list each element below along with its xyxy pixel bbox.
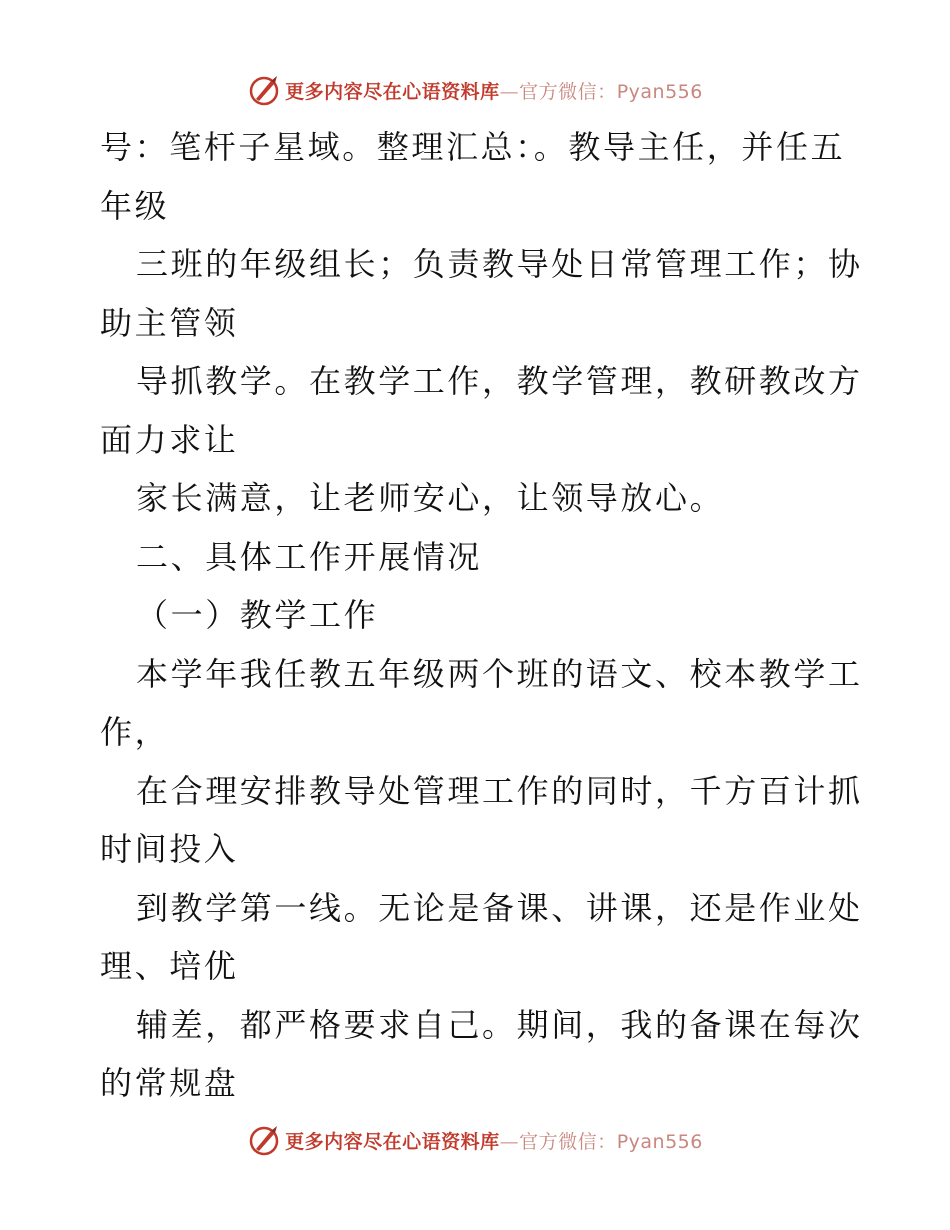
text-line: 作，: [100, 713, 170, 751]
header-banner: [0, 70, 950, 110]
banner-wechat-id: Pyan556: [616, 1130, 703, 1153]
banner-separator: —: [499, 80, 520, 103]
text-line: 助主管领: [100, 303, 239, 342]
footer-banner: [0, 1120, 950, 1160]
text-line: 时间投入: [100, 830, 239, 868]
document-body: [100, 118, 863, 1113]
banner-wechat-label: 官方微信：: [519, 1130, 617, 1153]
banner-wechat-label: 官方微信：: [519, 80, 617, 103]
text-line: 号：笔杆子星域。整理汇总：。教导主任，并任五: [100, 128, 846, 166]
text-line: 到教学第一线。无论是备课、讲课，还是作业处: [136, 888, 863, 927]
text-line: 年级: [100, 186, 170, 225]
text-line: 家长满意，让老师安心，让领导放心。: [136, 479, 725, 517]
text-line: 在合理安排教导处管理工作的同时，千方百计抓: [136, 771, 863, 810]
banner-text: [285, 77, 703, 104]
quill-pen-logo-icon: [247, 1123, 281, 1157]
text-line: 面力求让: [100, 420, 239, 459]
text-line: 二、具体工作开展情况: [136, 537, 483, 576]
banner-separator: —: [499, 1130, 520, 1153]
text-line: 本学年我任教五年级两个班的语文、校本教学工: [136, 654, 863, 693]
banner-brand: 更多内容尽在心语资料库: [285, 1130, 500, 1153]
text-line: 导抓教学。在教学工作，教学管理，教研教改方: [136, 362, 863, 400]
text-line: 辅差，都严格要求自己。期间，我的备课在每次: [136, 1005, 863, 1044]
text-line: （一）教学工作: [136, 596, 379, 634]
text-line: 的常规盘: [100, 1064, 239, 1102]
banner-wechat-id: Pyan556: [616, 80, 703, 103]
quill-pen-logo-icon: [247, 73, 281, 107]
banner-brand: 更多内容尽在心语资料库: [285, 80, 500, 103]
banner-text: [285, 1127, 703, 1154]
text-line: 理、培优: [100, 947, 239, 985]
text-line: 三班的年级组长；负责教导处日常管理工作；协: [136, 245, 863, 283]
